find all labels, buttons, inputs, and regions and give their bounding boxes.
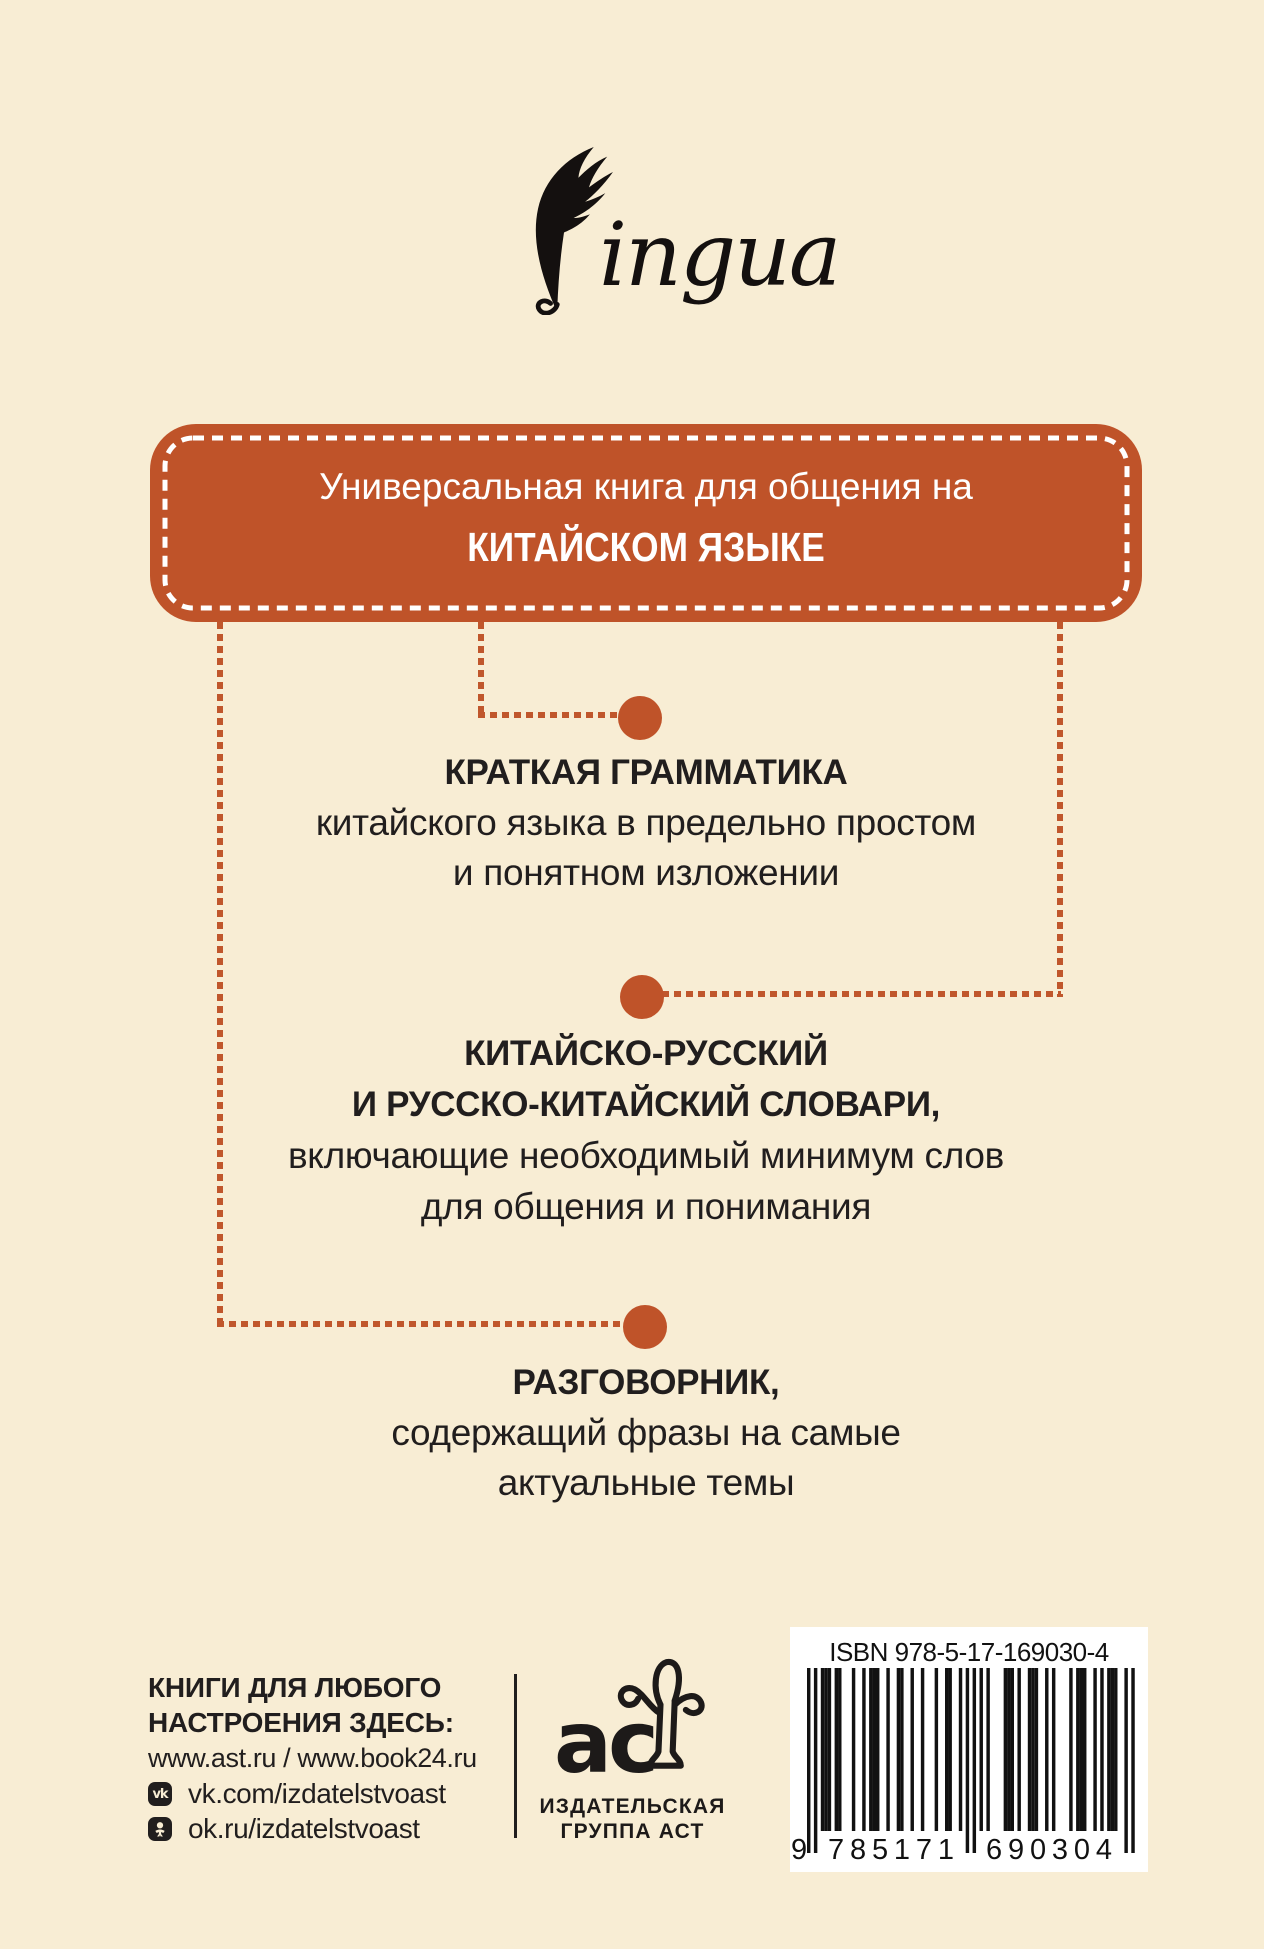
feature-title: КРАТКАЯ ГРАММАТИКА — [444, 753, 848, 792]
vk-row — [148, 1780, 446, 1808]
feature-body-line: и понятном изложении — [452, 852, 840, 893]
vk-icon-glyph: vk — [152, 1786, 168, 1802]
promo-line1: КНИГИ ДЛЯ ЛЮБОГО — [148, 1672, 442, 1703]
feature-body-line: китайского языка в предельно простом — [315, 802, 977, 843]
svg-text:785171: 785171 — [828, 1834, 954, 1866]
banner-line2: КИТАЙСКОМ ЯЗЫКЕ — [467, 524, 825, 570]
banner-line1: Универсальная книга для общения на — [319, 466, 973, 507]
title-banner — [150, 424, 1142, 622]
barcode-panel — [790, 1627, 1148, 1872]
feature-title: РАЗГОВОРНИК, — [512, 1363, 780, 1402]
svg-text:690304: 690304 — [986, 1834, 1112, 1866]
feature-phrasebook — [146, 1358, 1146, 1508]
ast-person-icon — [606, 1652, 716, 1784]
feature-body-line: содержащий фразы на самые — [391, 1412, 901, 1453]
websites-text: www.ast.ru / www.book24.ru — [148, 1743, 477, 1773]
feature-title: КИТАЙСКО-РУССКИЙ — [464, 1034, 828, 1073]
ast-logo-letters: ас — [554, 1693, 656, 1793]
ast-caption-line2: ГРУППА АСТ — [560, 1820, 705, 1843]
promo-block — [148, 1670, 508, 1740]
bullet-phrasebook — [623, 1305, 667, 1349]
feature-body-line: включающие необходимый минимум слов — [287, 1135, 1005, 1176]
ast-caption — [505, 1794, 760, 1844]
feature-grammar — [146, 748, 1146, 898]
feature-dictionary — [146, 1028, 1146, 1232]
feature-body-line: для общения и понимания — [420, 1186, 872, 1227]
isbn-text: ISBN 978-5-17-169030-4 — [829, 1637, 1109, 1667]
ok-icon — [148, 1817, 172, 1841]
ok-icon-person — [151, 1820, 169, 1838]
connector-right-horizontal — [662, 991, 1061, 997]
ast-caption-line1: ИЗДАТЕЛЬСКАЯ — [539, 1795, 726, 1818]
vk-icon — [148, 1782, 172, 1806]
connector-mid-horizontal — [478, 712, 622, 718]
promo-line2: НАСТРОЕНИЯ ЗДЕСЬ: — [148, 1707, 454, 1738]
feature-body-line: актуальные темы — [497, 1462, 795, 1503]
lingua-logo — [505, 145, 840, 325]
ok-row — [148, 1815, 420, 1843]
ean13-barcode — [790, 1668, 1148, 1868]
feature-title: И РУССКО-КИТАЙСКИЙ СЛОВАРИ, — [351, 1085, 941, 1124]
banner-dashed-border — [150, 424, 1142, 622]
ok-link-text: ok.ru/izdatelstvoast — [188, 1813, 420, 1844]
svg-text:9: 9 — [791, 1834, 808, 1866]
connector-left-horizontal — [217, 1321, 627, 1327]
logo-script-text: ingua — [599, 203, 840, 306]
vk-link-text: vk.com/izdatelstvoast — [188, 1778, 446, 1809]
bullet-dictionary — [620, 975, 664, 1019]
bullet-grammar — [618, 696, 662, 740]
connector-mid-vertical — [478, 622, 484, 718]
